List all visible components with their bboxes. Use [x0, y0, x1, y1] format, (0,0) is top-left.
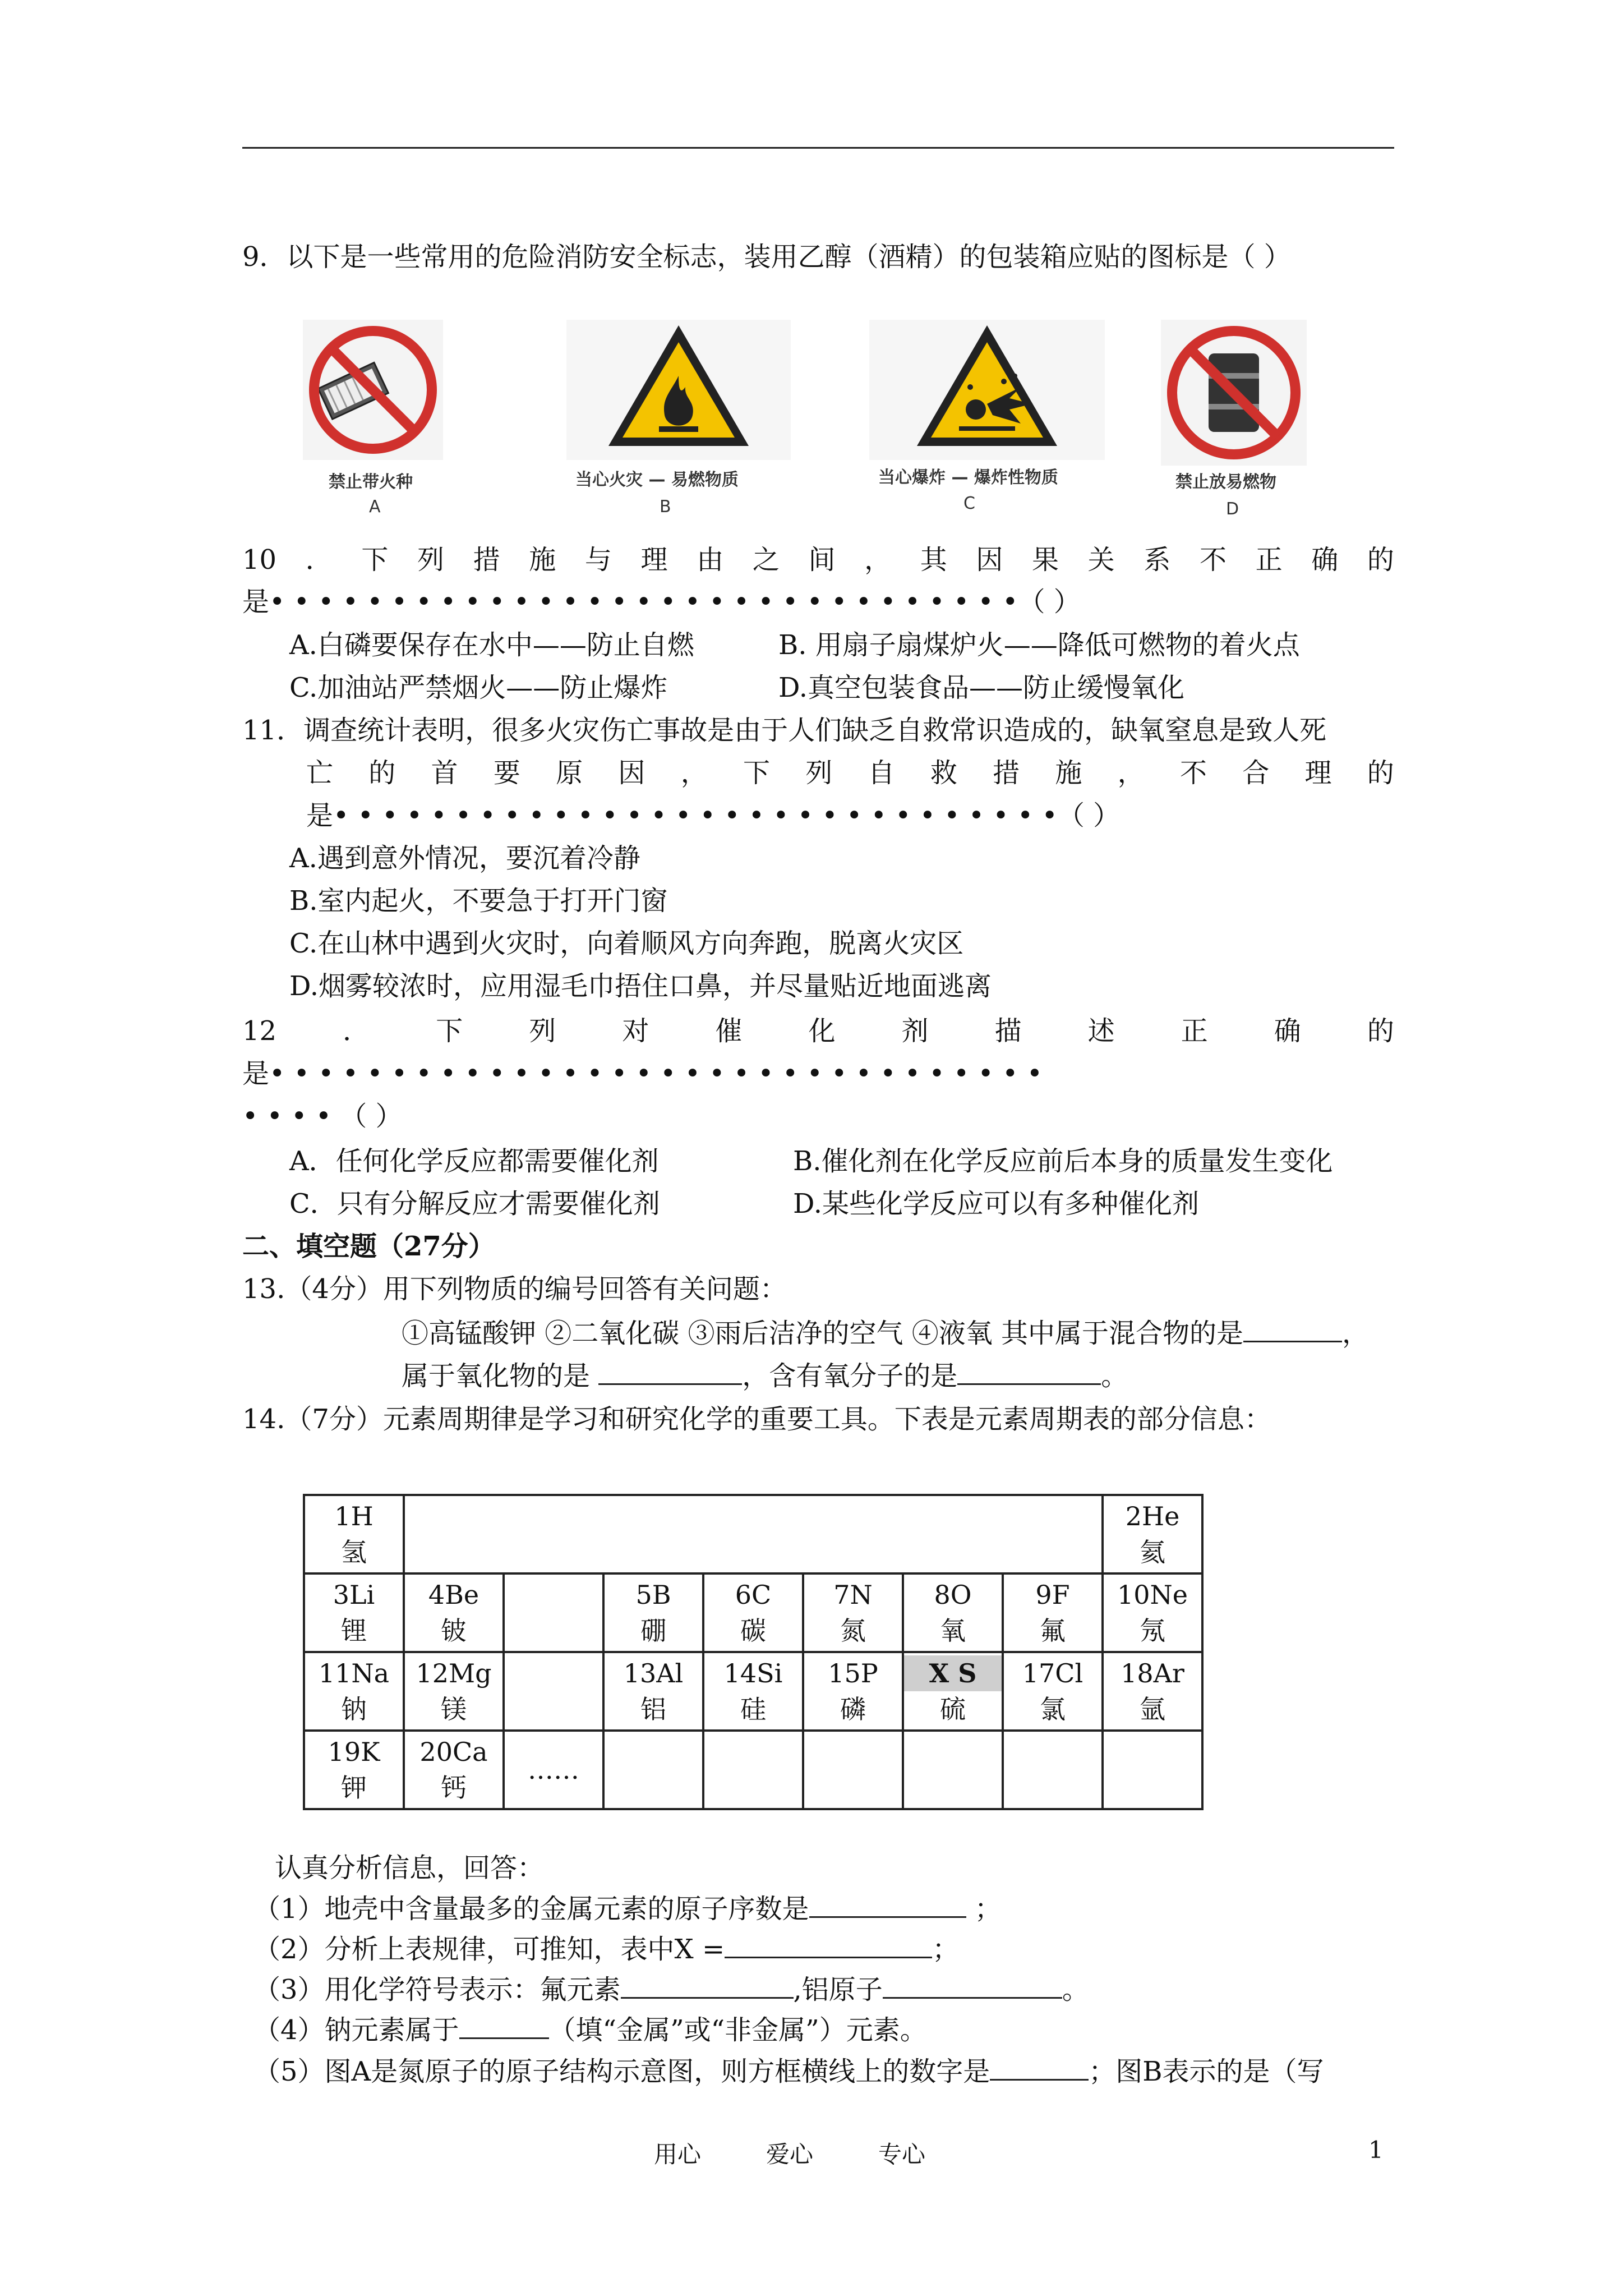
- sign-c-label: 当心爆炸 — 爆炸性物质: [878, 468, 1058, 487]
- table-cell: 9F 氟: [1003, 1573, 1103, 1652]
- footer-word-3: 专心: [878, 2141, 926, 2168]
- table-cell: [504, 1573, 603, 1652]
- q10-option-a: A.白磷要保存在水中——防止自燃: [289, 629, 694, 661]
- table-cell: 15P 磷: [803, 1652, 903, 1731]
- sign-c-letter: C: [963, 494, 975, 513]
- sign-b-label: 当心火灾 — 易燃物质: [575, 470, 739, 490]
- sign-d-letter: D: [1226, 499, 1239, 519]
- section-heading: 二、填空题（27分）: [242, 1231, 495, 1262]
- table-cell: [504, 1652, 603, 1731]
- q10-stem-end: 是• • • • • • • • • • • • • • • • • • • • • • • • • • • • • • •（ ）: [242, 586, 1081, 618]
- flammable-warning-icon: [566, 320, 791, 462]
- q12-option-d: D.某些化学反应可以有多种催化剂: [793, 1188, 1200, 1220]
- q11-line1: 11．调查统计表明，很多火灾伤亡事故是由于人们缺乏自救常识造成的，缺氧窒息是致人死: [242, 715, 1327, 746]
- q14-item-3: （3）用化学符号表示：氟元素 ,铝原子 。: [253, 1972, 1089, 2007]
- q10-option-c: C.加油站严禁烟火——防止爆炸: [289, 672, 668, 703]
- table-cell: [1103, 1731, 1202, 1809]
- q11-option-c: C.在山林中遇到火灾时，向着顺风方向奔跑，脱离火灾区: [289, 928, 964, 959]
- q10-stem: 10 ． 下 列 措 施 与 理 由 之 间 ， 其 因 果 关 系 不 正 确 的: [242, 544, 1394, 576]
- table-cell: 17Cl 氯: [1003, 1652, 1103, 1731]
- q13-blank-oxide: [598, 1359, 742, 1385]
- q13-blank-oxygen-molecule: [957, 1359, 1101, 1385]
- table-cell: 13Al 铝: [603, 1652, 703, 1731]
- no-fire-source-icon: [303, 320, 443, 462]
- table-cell: 7N 氮: [803, 1573, 903, 1652]
- q11-option-b: B.室内起火，不要急于打开门窗: [289, 885, 668, 917]
- header-rule: [242, 147, 1394, 149]
- q13-line1: ①高锰酸钾 ②二氧化碳 ③雨后洁净的空气 ④液氧 其中属于混合物的是 ，: [402, 1316, 1369, 1350]
- no-flammables-icon: [1161, 320, 1307, 468]
- q14-item-2: （2）分析上表规律，可推知，表中X = ；: [253, 1932, 959, 1966]
- table-cell: [1003, 1731, 1103, 1809]
- table-cell-ellipsis: ……: [504, 1731, 603, 1809]
- table-cell: 6C 碳: [703, 1573, 803, 1652]
- table-cell: 14Si 硅: [703, 1652, 803, 1731]
- q10-option-d: D.真空包装食品——防止缓慢氧化: [778, 672, 1185, 703]
- q11-stem-end: 是• • • • • • • • • • • • • • • • • • • • • • • • • • • • • •（ ）: [306, 800, 1121, 831]
- q12-stem: 12 ． 下 列 对 催 化 剂 描 述 正 确 的: [242, 1015, 1394, 1047]
- table-cell: [603, 1731, 703, 1809]
- table-cell: 20Ca 钙: [404, 1731, 504, 1809]
- q14-item-4: （4）钠元素属于 （填“金属”或“非金属”）元素。: [253, 2013, 927, 2047]
- q9-stem: 9．以下是一些常用的危险消防安全标志，装用乙醇（酒精）的包装箱应贴的图标是（ ）: [242, 241, 1291, 273]
- q13-line2: 属于氧化物的是 ，含有氧分子的是 。: [402, 1359, 1128, 1393]
- sign-a-letter: A: [369, 497, 381, 517]
- sign-b-letter: B: [660, 497, 671, 517]
- table-cell: 5B 硼: [603, 1573, 703, 1652]
- q12-stem-end: 是• • • • • • • • • • • • • • • • • • • • • • • • • • • • • • • •: [242, 1058, 1043, 1089]
- table-cell: 1H 氢: [304, 1495, 404, 1573]
- table-cell-x: X S 硫: [903, 1652, 1003, 1731]
- explosive-warning-icon: [869, 320, 1105, 462]
- table-cell: 2He 氦: [1103, 1495, 1202, 1573]
- periodic-table: [303, 1494, 1204, 1810]
- q13-stem: 13.（4分）用下列物质的编号回答有关问题：: [242, 1273, 787, 1305]
- table-cell: 4Be 铍: [404, 1573, 504, 1652]
- q14-item-5: （5）图A是氮原子的原子结构示意图，则方框横线上的数字是 ；图B表示的是（写: [253, 2054, 1324, 2088]
- table-cell: 8O 氧: [903, 1573, 1003, 1652]
- table-cell: [903, 1731, 1003, 1809]
- table-cell: [703, 1731, 803, 1809]
- table-cell: 19K 钾: [304, 1731, 404, 1809]
- q11-option-a: A.遇到意外情况，要沉着冷静: [289, 843, 640, 874]
- q12-option-b: B.催化剂在化学反应前后本身的质量发生变化: [793, 1145, 1333, 1177]
- footer-word-1: 用心: [654, 2141, 702, 2168]
- q13-blank-mixture: [1243, 1316, 1342, 1342]
- q11-option-d: D.烟雾较浓时，应用湿毛巾捂住口鼻，并尽量贴近地面逃离: [289, 970, 992, 1002]
- q10-option-b: B. 用扇子扇煤炉火——降低可燃物的着火点: [778, 629, 1300, 661]
- table-cell: [803, 1731, 903, 1809]
- q12-option-a: A．任何化学反应都需要催化剂: [289, 1145, 659, 1177]
- table-cell: 18Ar 氩: [1103, 1652, 1202, 1731]
- sign-d-label: 禁止放易燃物: [1175, 472, 1276, 492]
- q14-item-1: （1）地壳中含量最多的金属元素的原子序数是 ；: [253, 1892, 1002, 1926]
- q11-line2: 亡 的 首 要 原 因 ， 下 列 自 救 措 施 ， 不 合 理 的: [306, 757, 1394, 789]
- table-cell: 3Li 锂: [304, 1573, 404, 1652]
- table-cell: 10Ne 氖: [1103, 1573, 1202, 1652]
- footer-word-2: 爱心: [766, 2141, 814, 2168]
- page-number: 1: [1368, 2136, 1384, 2164]
- q14-stem: 14.（7分）元素周期律是学习和研究化学的重要工具。下表是元素周期表的部分信息：: [242, 1404, 1271, 1435]
- q12-option-c: C．只有分解反应才需要催化剂: [289, 1188, 660, 1220]
- table-cell: 12Mg 镁: [404, 1652, 504, 1731]
- q14-intro: 认真分析信息，回答：: [275, 1852, 545, 1884]
- table-cell: 11Na 钠: [304, 1652, 404, 1731]
- q12-paren-line: • • • • （ ）: [242, 1101, 403, 1132]
- sign-a-label: 禁止带火种: [329, 472, 413, 492]
